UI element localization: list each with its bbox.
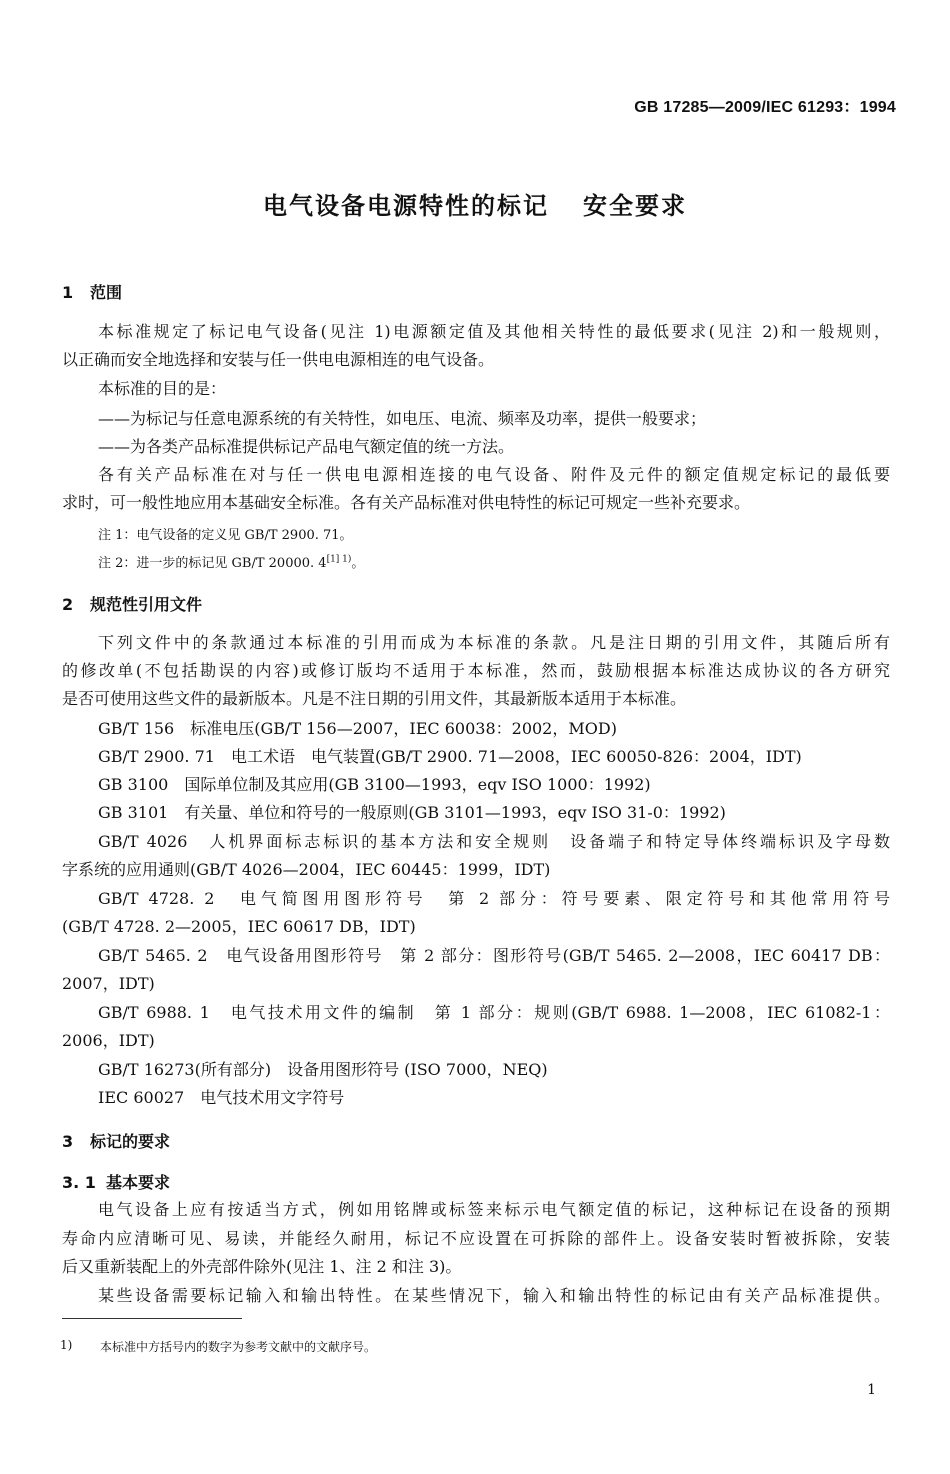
section-3-heading: 3 标记的要求 xyxy=(62,1132,171,1151)
reference-item: IEC 60027 电气技术用文字符号 xyxy=(98,1088,345,1107)
s1-paragraph1-line1: 本标准规定了标记电气设备(见注 1)电源额定值及其他相关特性的最低要求(见注 2)和一般规则， xyxy=(98,322,890,341)
footnote-text: 本标准中方括号内的数字为参考文献中的文献序号。 xyxy=(100,1340,377,1354)
reference-item: GB/T 16273(所有部分) 设备用图形符号 (ISO 7000，NEQ) xyxy=(98,1060,548,1079)
reference-item: GB/T 5465. 2 电气设备用图形符号 第 2 部分：图形符号(GB/T 5465. 2—2008，IEC 60417 DB： xyxy=(98,946,890,965)
s1-paragraph3-line2: 求时，可一般性地应用本基础安全标准。各有关产品标准对供电特性的标记可规定一些补充要求。 xyxy=(62,493,751,512)
standard-code: GB 17285—2009/IEC 61293：1994 xyxy=(634,99,896,116)
s1-dash-item2: ——为各类产品标准提供标记产品电气额定值的统一方法。 xyxy=(98,437,515,456)
s1-note1: 注 1：电气设备的定义见 GB/T 2900. 71。 xyxy=(98,528,353,543)
reference-item: GB/T 2900. 71 电工术语 电气装置(GB/T 2900. 71—2008，IEC 60050-826：2004，IDT) xyxy=(98,747,802,766)
page-number: 1 xyxy=(867,1382,876,1398)
s1-note2: 注 2：进一步的标记见 GB/T 20000. $4^{[1] 1)}$。 xyxy=(98,554,365,571)
reference-item-cont: 2007，IDT) xyxy=(62,974,155,993)
reference-item: GB/T 156 标准电压(GB/T 156—2007，IEC 60038：2002，MOD) xyxy=(98,719,617,738)
reference-item-cont: (GB/T 4728. 2—2005，IEC 60617 DB，IDT) xyxy=(62,917,416,936)
citation-superscript: [1] 1) xyxy=(326,554,352,565)
reference-item: GB 3100 国际单位制及其应用(GB 3100—1993，eqv ISO 1000：1992) xyxy=(98,775,651,794)
s2-paragraph-line2: 的修改单(不包括勘误的内容)或修订版均不适用于本标准，然而，鼓励根据本标准达成协议的各方研究 xyxy=(62,661,890,680)
s2-paragraph-line3: 是否可使用这些文件的最新版本。凡是不注日期的引用文件，其最新版本适用于本标准。 xyxy=(62,689,687,708)
title-part1: 电气设备电源特性的标记 xyxy=(263,192,549,220)
title-part2: 安全要求 xyxy=(583,192,687,220)
footnote-mark: 1) xyxy=(60,1338,73,1352)
reference-item: GB/T 4728. 2 电气简图用图形符号 第 2 部分：符号要素、限定符号和其他常用符号 xyxy=(98,889,890,908)
footnote-rule xyxy=(62,1318,242,1319)
footnote xyxy=(60,1338,377,1355)
s1-paragraph1-line2: 以正确而安全地选择和安装与任一供电电源相连的电气设备。 xyxy=(62,350,495,369)
s1-dash-item1: ——为标记与任意电源系统的有关特性，如电压、电流、频率及功率，提供一般要求； xyxy=(98,409,707,428)
reference-item: GB/T 4026 人机界面标志标识的基本方法和安全规则 设备端子和特定导体终端标识及字母数 xyxy=(98,832,890,851)
s1-paragraph3-line1: 各有关产品标准在对与任一供电电源相连接的电气设备、附件及元件的额定值规定标记的最低要 xyxy=(98,465,890,484)
section-2-heading: 2 规范性引用文件 xyxy=(62,595,203,614)
s3-paragraph1-line3: 后又重新装配上的外壳部件除外(见注 1、注 2 和注 3)。 xyxy=(62,1257,462,1276)
s2-paragraph-line1: 下列文件中的条款通过本标准的引用而成为本标准的条款。凡是注日期的引用文件，其随后所有 xyxy=(98,633,890,652)
section-1-heading: 1 范围 xyxy=(62,283,123,302)
reference-item-cont: 2006，IDT) xyxy=(62,1031,155,1050)
section-3-1-heading: 3. 1 基本要求 xyxy=(62,1173,171,1192)
s1-paragraph2: 本标准的目的是： xyxy=(98,379,227,398)
document-title xyxy=(0,186,950,221)
s3-paragraph1-line2: 寿命内应清晰可见、易读，并能经久耐用，标记不应设置在可拆除的部件上。设备安装时暂被拆除，安装 xyxy=(62,1229,890,1248)
s3-paragraph2: 某些设备需要标记输入和输出特性。在某些情况下，输入和输出特性的标记由有关产品标准提供。 xyxy=(98,1286,890,1305)
reference-item: GB 3101 有关量、单位和符号的一般原则(GB 3101—1993，eqv ISO 31-0：1992) xyxy=(98,803,726,822)
reference-item-cont: 字系统的应用通则(GB/T 4026—2004，IEC 60445：1999，IDT) xyxy=(62,860,551,879)
s3-paragraph1-line1: 电气设备上应有按适当方式，例如用铭牌或标签来标示电气额定值的标记，这种标记在设备的预期 xyxy=(98,1200,890,1219)
reference-item: GB/T 6988. 1 电气技术用文件的编制 第 1 部分：规则(GB/T 6988. 1—2008，IEC 61082-1： xyxy=(98,1003,890,1022)
